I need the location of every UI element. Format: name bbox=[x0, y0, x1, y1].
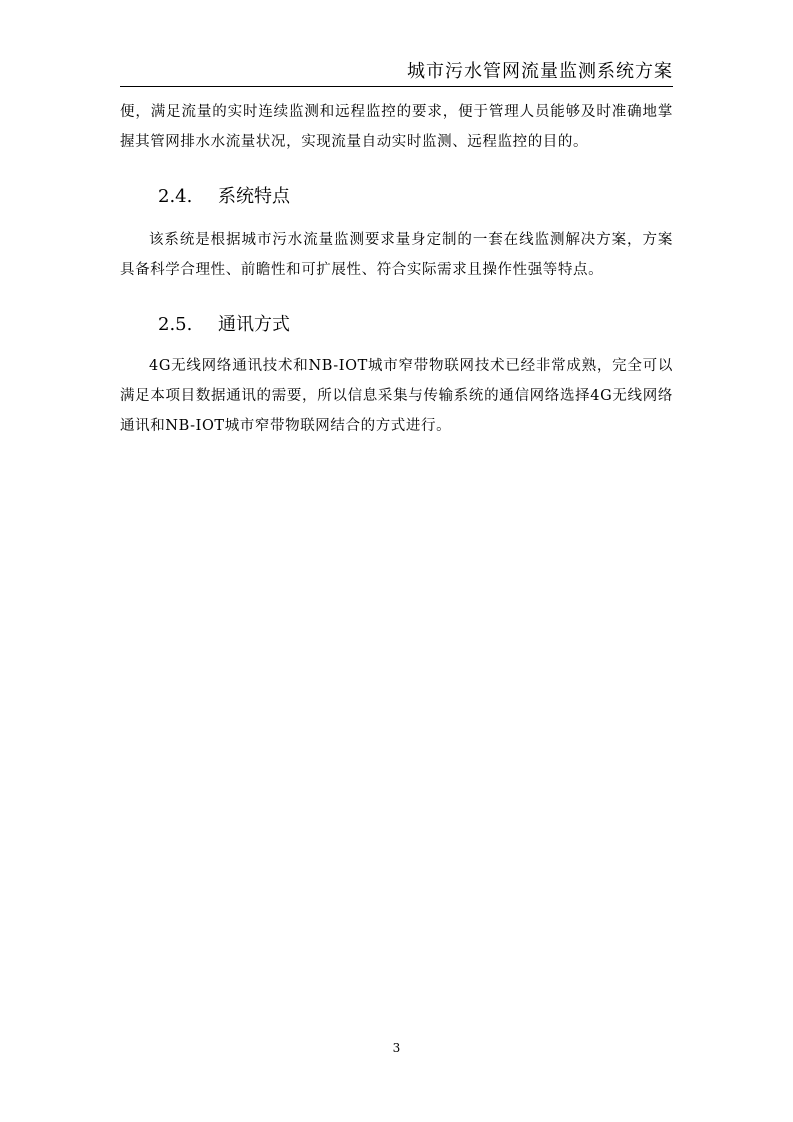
running-header: 城市污水管网流量监测系统方案 bbox=[407, 61, 673, 82]
section-title: 系统特点 bbox=[218, 186, 290, 207]
section-heading-system-features bbox=[158, 184, 290, 210]
communication-paragraph: 4G无线网络通讯技术和NB-IOT城市窄带物联网技术已经非常成熟，完全可以满足本项目数据通讯的需要，所以信息采集与传输系统的通信网络选择4G无线网络通讯和NB-IOT城市窄带物联网结合的方式进行。 bbox=[120, 358, 673, 434]
page-number: 3 bbox=[392, 1041, 401, 1055]
header-rule bbox=[120, 86, 673, 87]
section-number: 2.4. bbox=[158, 186, 193, 207]
system-features-paragraph: 该系统是根据城市污水流量监测要求量身定制的一套在线监测解决方案，方案具备科学合理性、前瞻性和可扩展性、符合实际需求且操作性强等特点。 bbox=[120, 232, 673, 278]
continuation-paragraph: 便，满足流量的实时连续监测和远程监控的要求，便于管理人员能够及时准确地掌握其管网排水水流量状况，实现流量自动实时监测、远程监控的目的。 bbox=[120, 104, 673, 150]
section-heading-communication bbox=[158, 312, 290, 338]
section-number: 2.5. bbox=[158, 314, 193, 335]
section-title: 通讯方式 bbox=[218, 314, 290, 335]
